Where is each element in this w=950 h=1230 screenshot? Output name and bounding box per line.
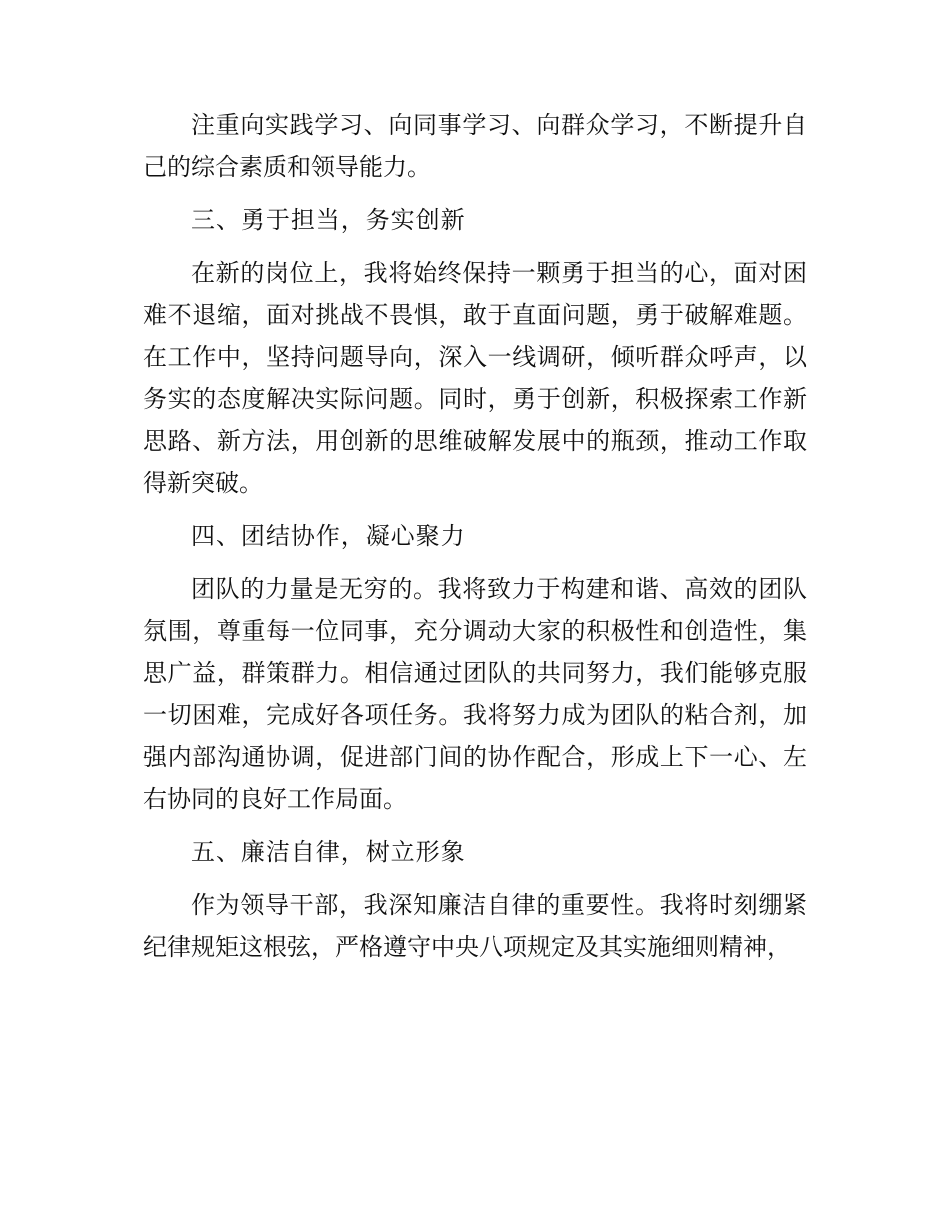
text-line: 四、团结协作，凝心聚力 [191, 524, 466, 550]
paragraph [143, 569, 807, 821]
text-line: 务实的态度解决实际问题。同时，勇于创新，积极探索工作新 [143, 387, 807, 413]
text-line: 在工作中，坚持问题导向，深入一线调研，倾听群众呼声，以 [143, 345, 807, 371]
text-line: 作为领导干部，我深知廉洁自律的重要性。我将时刻绷紧 [191, 893, 807, 919]
section-heading [143, 832, 807, 874]
text-line: 三、勇于担当，务实创新 [191, 208, 466, 234]
text-line: 思广益，群策群力。相信通过团队的共同努力，我们能够克服 [143, 661, 807, 687]
text-line: 难不退缩，面对挑战不畏惧，敢于直面问题，勇于破解难题。 [143, 303, 807, 329]
text-line: 团队的力量是无穷的。我将致力于构建和谐、高效的团队 [191, 577, 807, 603]
text-line: 得新突破。 [143, 471, 263, 497]
text-line: 注重向实践学习、向同事学习、向群众学习，不断提升自 [191, 113, 807, 139]
text-line: 纪律规矩这根弦，严格遵守中央八项规定及其实施细则精神， [143, 935, 791, 961]
text-line: 己的综合素质和领导能力。 [143, 155, 431, 181]
text-line: 在新的岗位上，我将始终保持一颗勇于担当的心，面对困 [191, 261, 807, 287]
text-line: 右协同的良好工作局面。 [143, 787, 407, 813]
section-heading [143, 200, 807, 242]
text-line: 氛围，尊重每一位同事，充分调动大家的积极性和创造性，集 [143, 619, 807, 645]
paragraph [143, 105, 807, 189]
paragraph [143, 885, 807, 969]
text-line: 一切困难，完成好各项任务。我将努力成为团队的粘合剂，加 [143, 703, 807, 729]
text-line: 强内部沟通协调，促进部门间的协作配合，形成上下一心、左 [143, 745, 807, 771]
text-line: 思路、新方法，用创新的思维破解发展中的瓶颈，推动工作取 [143, 429, 807, 455]
section-heading [143, 516, 807, 558]
document-body [143, 105, 807, 969]
paragraph [143, 253, 807, 505]
text-line: 五、廉洁自律，树立形象 [191, 840, 466, 866]
